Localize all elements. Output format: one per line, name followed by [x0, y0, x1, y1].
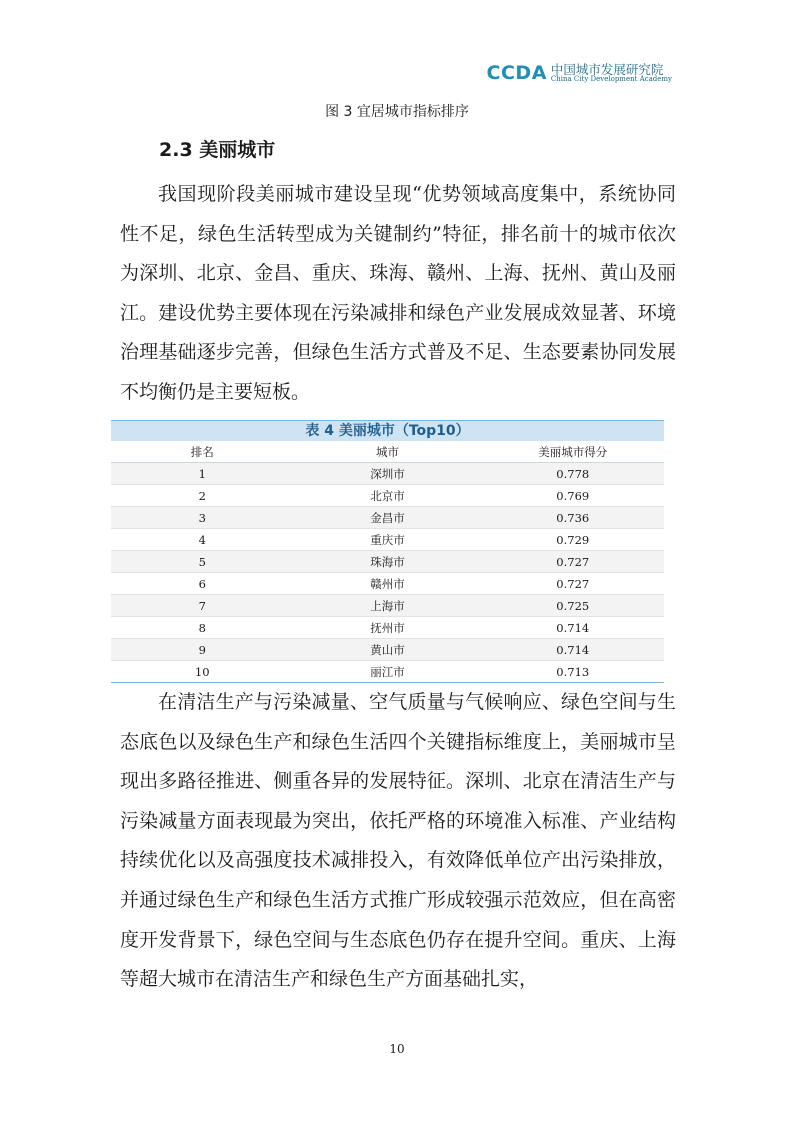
- figure-caption: 图 3 宜居城市指标排序: [325, 104, 469, 120]
- logo-chinese-name: 中国城市发展研究院: [550, 61, 664, 77]
- ranking-table: [111, 420, 664, 683]
- cell-score: 0.736: [482, 507, 665, 529]
- cell-city: 金昌市: [293, 507, 481, 529]
- cell-rank: 10: [111, 661, 293, 683]
- cell-city: 赣州市: [293, 573, 481, 595]
- cell-city: 重庆市: [293, 529, 481, 551]
- cell-rank: 4: [111, 529, 293, 551]
- cell-score: 0.778: [482, 463, 665, 485]
- table-title: 表 4 美丽城市（Top10）: [111, 420, 664, 441]
- cell-score: 0.713: [482, 661, 665, 683]
- cell-rank: 7: [111, 595, 293, 617]
- table-row: [111, 463, 664, 485]
- cell-city: 黄山市: [293, 639, 481, 661]
- logo-mark: CCDA: [486, 62, 547, 84]
- cell-city: 抚州市: [293, 617, 481, 639]
- column-header-city: 城市: [293, 441, 481, 463]
- cell-rank: 5: [111, 551, 293, 573]
- cell-city: 上海市: [293, 595, 481, 617]
- cell-rank: 6: [111, 573, 293, 595]
- logo-english-name: China City Development Academy: [550, 74, 672, 83]
- page-number: 10: [389, 1042, 405, 1056]
- cell-score: 0.714: [482, 617, 665, 639]
- cell-rank: 8: [111, 617, 293, 639]
- table-body: [111, 463, 664, 683]
- cell-score: 0.727: [482, 573, 665, 595]
- cell-score: 0.727: [482, 551, 665, 573]
- table-row: [111, 617, 664, 639]
- cell-score: 0.729: [482, 529, 665, 551]
- table-row: [111, 661, 664, 683]
- column-header-score: 美丽城市得分: [482, 441, 665, 463]
- ranking-table-grid: [111, 441, 664, 683]
- table-header-row: [111, 441, 664, 463]
- cell-rank: 9: [111, 639, 293, 661]
- cell-city: 珠海市: [293, 551, 481, 573]
- table-row: [111, 595, 664, 617]
- cell-rank: 1: [111, 463, 293, 485]
- table-row: [111, 529, 664, 551]
- cell-city: 北京市: [293, 485, 481, 507]
- cell-score: 0.769: [482, 485, 665, 507]
- header-logo: [487, 62, 672, 84]
- body-paragraph-1: 我国现阶段美丽城市建设呈现“优势领域高度集中，系统协同性不足，绿色生活转型成为关键制约”特征，排名前十的城市依次为深圳、北京、金昌、重庆、珠海、赣州、上海、抚州、黄山及丽江。建设优势主要体现在污染减排和绿色产业发展成效显著、环境治理基础逐步完善，但绿色生活方式普及不足、生态要素协同发展不均衡仍是主要短板。: [120, 183, 676, 403]
- cell-score: 0.714: [482, 639, 665, 661]
- body-paragraph-2: 在清洁生产与污染减量、空气质量与气候响应、绿色空间与生态底色以及绿色生产和绿色生活四个关键指标维度上，美丽城市呈现出多路径推进、侧重各异的发展特征。深圳、北京在清洁生产与污染减量方面表现最为突出，依托严格的环境准入标准、产业结构持续优化以及高强度技术减排投入，有效降低单位产出污染排放，并通过绿色生产和绿色生活方式推广形成较强示范效应，但在高密度开发背景下，绿色空间与生态底色仍存在提升空间。重庆、上海等超大城市在清洁生产和绿色生产方面基础扎实，: [120, 691, 676, 991]
- table-row: [111, 507, 664, 529]
- table-row: [111, 485, 664, 507]
- table-row: [111, 551, 664, 573]
- cell-rank: 2: [111, 485, 293, 507]
- table-row: [111, 573, 664, 595]
- cell-city: 丽江市: [293, 661, 481, 683]
- cell-city: 深圳市: [293, 463, 481, 485]
- cell-score: 0.725: [482, 595, 665, 617]
- cell-rank: 3: [111, 507, 293, 529]
- column-header-rank: 排名: [111, 441, 293, 463]
- section-heading: 2.3 美丽城市: [159, 139, 276, 161]
- logo-text: [551, 63, 672, 83]
- table-row: [111, 639, 664, 661]
